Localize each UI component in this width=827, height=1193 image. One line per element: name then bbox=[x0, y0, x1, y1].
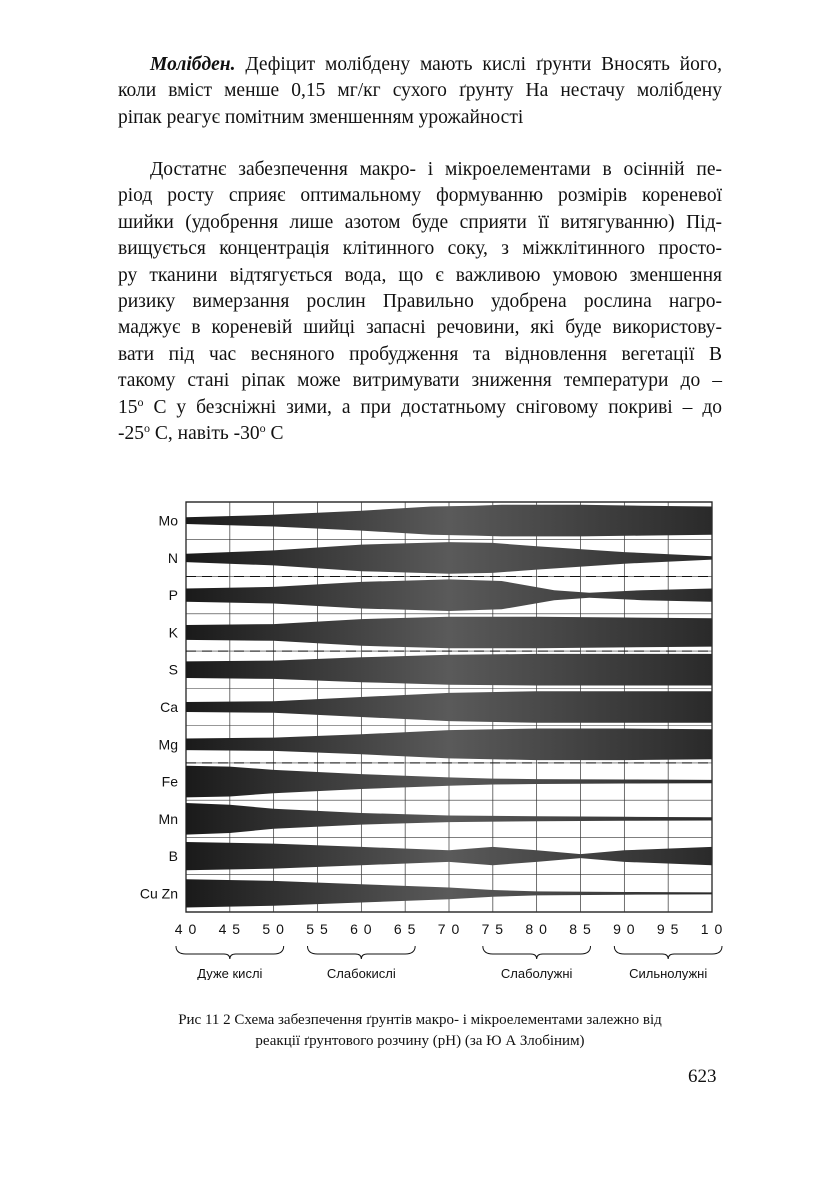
paragraph-nutrition bbox=[118, 157, 722, 447]
ph-group-braces bbox=[176, 946, 722, 980]
para2-line-10: $15^о$ С у безсніжні зими, а при достатньому сніговому покриві – до bbox=[118, 394, 722, 418]
band-mo bbox=[186, 505, 712, 537]
band-k bbox=[186, 617, 712, 649]
para2-line-1: Достатнє забезпечення макро- і мікроелементами в осінній пе- bbox=[150, 159, 722, 180]
band-mg bbox=[186, 729, 712, 761]
para2-line-4: вищується концентрація клітинного соку, з міжклітинного просто- bbox=[118, 238, 722, 260]
row-label: B bbox=[168, 848, 178, 865]
degree-sign: о bbox=[259, 421, 266, 436]
row-label: Ca bbox=[160, 699, 178, 715]
x-tick-label: 8 5 bbox=[569, 921, 592, 937]
para2-line-11: $-25^о$ С, навіть $-30^о$ С bbox=[118, 421, 284, 445]
group-label: Сильнолужні bbox=[629, 966, 708, 980]
x-tick-labels bbox=[175, 921, 723, 937]
row-label: Cu Zn bbox=[140, 885, 178, 902]
para2-line-6: ризику вимерзання рослин Правильно удобрена рослина нагро- bbox=[118, 291, 722, 313]
row-label: N bbox=[167, 549, 178, 566]
group-label: Слабокислі bbox=[326, 966, 396, 980]
row-label: Mo bbox=[158, 512, 178, 529]
caption-line-2: реакції ґрунтового розчину (рН) (за Ю А Злобіним) bbox=[255, 1033, 585, 1049]
group-label: Слаболужні bbox=[500, 966, 573, 980]
x-tick-label: 6 0 bbox=[350, 921, 373, 937]
page-number: 623 bbox=[688, 1066, 717, 1087]
row-label: Fe bbox=[161, 773, 178, 790]
band-s bbox=[186, 654, 712, 686]
degree-sign: о bbox=[144, 421, 150, 436]
band-ca bbox=[186, 691, 712, 723]
group-brace bbox=[176, 946, 284, 959]
nutrient-availability-chart bbox=[140, 500, 730, 980]
group-brace bbox=[614, 946, 722, 959]
group-label: Дуже кислі bbox=[197, 966, 263, 980]
para2-line-8: вати під час весняного пробудження та відновлення вегетації В bbox=[118, 343, 722, 365]
caption-line-1: Рис 11 2 Схема забезпечення ґрунтів макро- і мікроелементами залежно від bbox=[178, 1012, 662, 1028]
figure-caption bbox=[118, 1010, 722, 1052]
x-tick-label: 7 5 bbox=[481, 921, 505, 937]
para2-line-2: ріод росту сприяє оптимальному формуванню розмірів кореневої bbox=[118, 185, 722, 207]
row-label: K bbox=[168, 624, 178, 641]
group-brace bbox=[308, 946, 416, 959]
para1-line-2: коли вміст менше 0,15 мг/кг сухого ґрунту На нестачу молібдену bbox=[118, 80, 722, 102]
para1-line-3: ріпак реагує помітним зменшенням урожайності bbox=[118, 106, 524, 128]
row-label: P bbox=[168, 587, 178, 604]
para2-line-9: такому стані ріпак може витримувати зниження температури до – bbox=[118, 370, 722, 392]
para2-line-7: маджує в кореневій шийці запасні речовини, які буде використову- bbox=[118, 317, 722, 339]
x-tick-label: 1 0 bbox=[700, 921, 724, 937]
x-tick-label: 7 0 bbox=[437, 921, 461, 937]
row-label: S bbox=[168, 661, 178, 678]
row-label: Mg bbox=[158, 736, 178, 753]
x-tick-label: 8 0 bbox=[525, 921, 548, 937]
para2-line-5: ру тканини відтягується вода, що є важливою умовою зменшення bbox=[118, 264, 722, 286]
x-tick-label: 6 5 bbox=[393, 921, 417, 937]
x-tick-label: 5 0 bbox=[262, 921, 285, 937]
x-tick-label: 4 5 bbox=[218, 921, 242, 937]
x-tick-label: 4 0 bbox=[174, 921, 198, 937]
group-brace bbox=[483, 946, 591, 959]
row-labels bbox=[140, 513, 179, 902]
x-tick-label: 9 0 bbox=[613, 921, 636, 937]
para2-line-3: шийки (удобрення лише азотом буде сприяти її витягуванню) Під- bbox=[118, 211, 722, 233]
para1-lead: Молібден. bbox=[150, 54, 236, 75]
degree-sign: о bbox=[137, 394, 144, 409]
paragraph-molybdenum bbox=[118, 52, 722, 131]
band-p bbox=[186, 579, 712, 611]
x-tick-label: 5 5 bbox=[306, 921, 329, 937]
row-label: Mn bbox=[158, 810, 178, 827]
x-tick-label: 9 5 bbox=[656, 921, 680, 937]
para1-line-1: Молібден. Дефіцит молібдену мають кислі ґрунти Вносять його, bbox=[150, 54, 722, 75]
band-n bbox=[186, 542, 712, 574]
